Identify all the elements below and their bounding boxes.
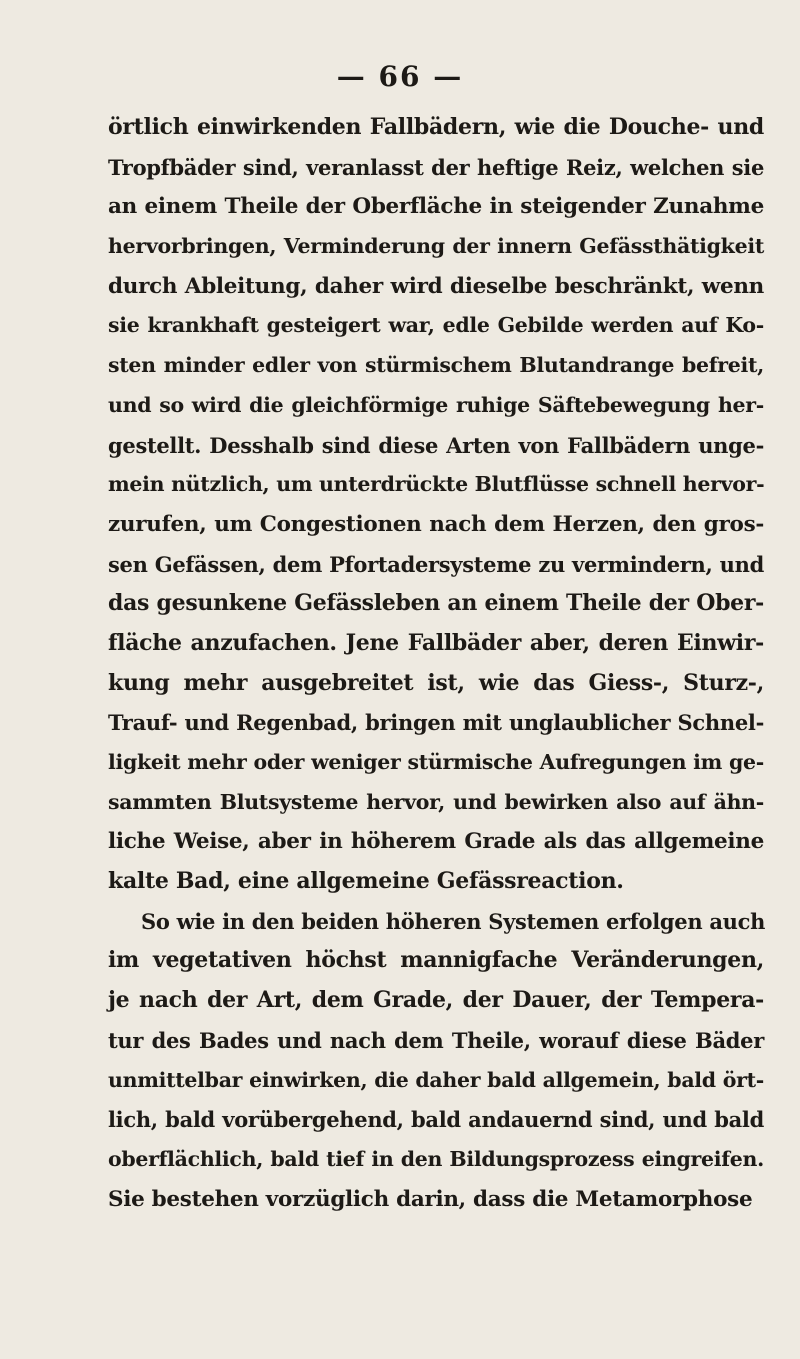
text-line: durch Ableitung, daher wird dieselbe beschränkt, wenn <box>108 273 764 299</box>
text-line: Tropfbäder sind, veranlasst der heftige Reiz, welchen sie <box>108 154 764 180</box>
text-line: und so wird die gleichförmige ruhige Säftebewegung her- <box>108 392 764 417</box>
paragraph-end-line: kalte Bad, eine allgemeine Gefässreaction. <box>108 868 624 895</box>
text-line: örtlich einwirkenden Fallbädern, wie die Douche- und <box>108 114 764 140</box>
page-number: — 66 — <box>336 60 464 93</box>
text-line: tur des Bades und nach dem Theile, worauf diese Bäder <box>108 1027 764 1053</box>
text-line: an einem Theile der Oberfläche in steigender Zunahme <box>108 194 764 220</box>
text-line: Sie bestehen vorzüglich darin, dass die Metamorphose <box>108 1186 753 1212</box>
text-line: fläche anzufachen. Jene Fallbäder aber, deren Einwir- <box>108 629 764 656</box>
text-line: das gesunkene Gefässleben an einem Theile der Ober- <box>108 590 764 617</box>
text-line: liche Weise, aber in höherem Grade als das allgemeine <box>108 829 764 855</box>
text-line: sen Gefässen, dem Pfortadersysteme zu vermindern, und <box>108 551 764 577</box>
text-line: Trauf- und Regenbad, bringen mit unglaublicher Schnel- <box>108 710 764 736</box>
text-line: ligkeit mehr oder weniger stürmische Aufregungen im ge- <box>108 750 764 774</box>
text-line: sten minder edler von stürmischem Blutandrange befreit, <box>108 353 764 378</box>
text-line: gestellt. Desshalb sind diese Arten von Fallbädern unge- <box>108 432 764 458</box>
text-line: unmittelbar einwirken, die daher bald allgemein, bald ört- <box>108 1067 764 1092</box>
text-line: sammten Blutsysteme hervor, und bewirken also auf ähn- <box>108 789 764 814</box>
text-line: mein nützlich, um unterdrückte Blutflüsse schnell hervor- <box>108 472 765 497</box>
text-line: zurufen, um Congestionen nach dem Herzen, den gros- <box>108 511 764 537</box>
text-line: kung mehr ausgebreitet ist, wie das Giess-, Sturz-, <box>108 669 764 696</box>
text-line: sie krankhaft gesteigert war, edle Gebilde werden auf Ko- <box>108 313 764 338</box>
body-text <box>108 108 764 1219</box>
paragraph-start-line: So wie in den beiden höheren Systemen erfolgen auch <box>141 908 766 934</box>
text-line: im vegetativen höchst mannigfache Veränderungen, <box>108 947 764 974</box>
text-line: lich, bald vorübergehend, bald andauernd sind, und bald <box>108 1107 764 1133</box>
text-line: oberflächlich, bald tief in den Bildungsprozess eingreifen. <box>108 1146 764 1171</box>
text-line: je nach der Art, dem Grade, der Dauer, der Tempera- <box>108 987 764 1014</box>
text-line: hervorbringen, Verminderung der innern Gefässthätigkeit <box>108 234 764 259</box>
